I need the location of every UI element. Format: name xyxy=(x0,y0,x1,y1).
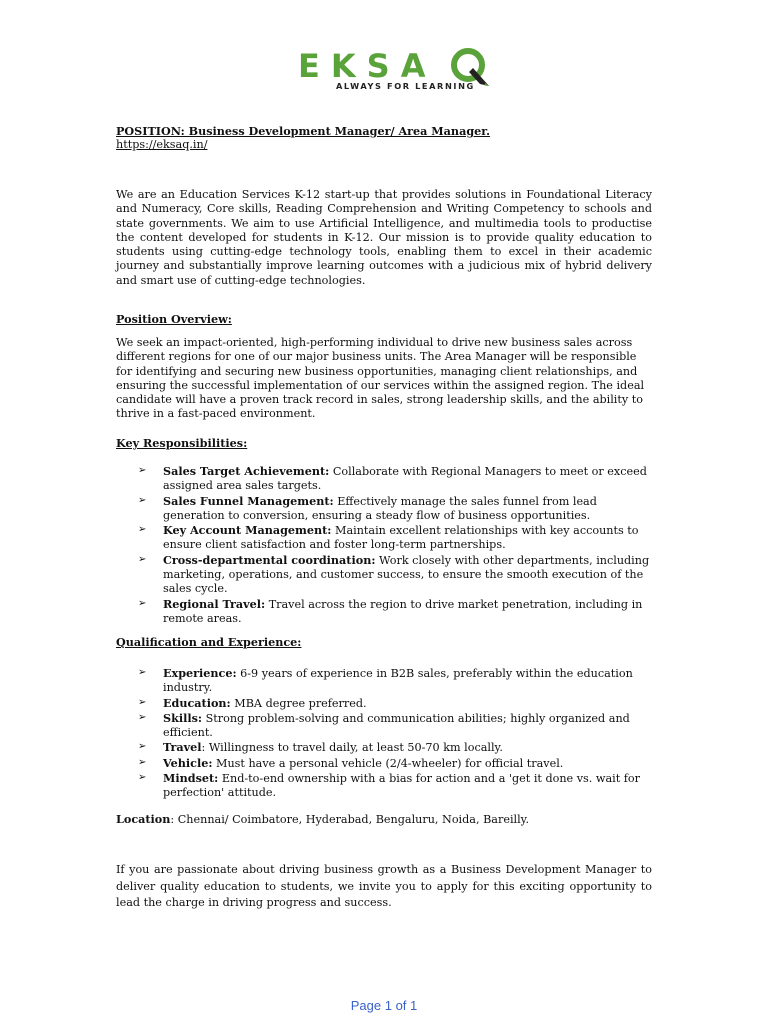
arrow-bullet-icon: ➢ xyxy=(138,465,147,476)
arrow-bullet-icon: ➢ xyxy=(138,667,147,678)
closing-paragraph: If you are passionate about driving business growth as a Business Development Manager to deliver quality education to students, we invite you to apply for this exciting opportunity to lead the charge in driving progress and success. xyxy=(116,863,652,909)
arrow-bullet-icon: ➢ xyxy=(138,597,147,609)
list-item: ➢ Education: MBA degree preferred. xyxy=(138,695,367,710)
position-header xyxy=(116,124,652,153)
list-item: ➢ Travel: Willingness to travel daily, at least 50-70 km locally. xyxy=(138,740,503,755)
arrow-bullet-icon: ➢ xyxy=(138,494,147,506)
location-line xyxy=(116,812,652,827)
arrow-bullet-icon: ➢ xyxy=(138,553,147,565)
position-title: POSITION: Business Development Manager/ Area Manager. xyxy=(116,124,491,138)
location-label: Location xyxy=(116,812,171,826)
list-item: ➢ Skills: Strong problem-solving and communication abilities; highly organized and efficient. xyxy=(138,710,630,740)
logo-tagline: ALWAYS FOR LEARNING xyxy=(336,81,475,91)
overview-paragraph: We seek an impact-oriented, high-performing individual to drive new business sales across different regions for one of our major business units. The Area Manager will be responsible for identifying and securing new business opportunities, managing client relationships, and ensuring the successful implementation of our services within the assigned region. The ideal candidate will have a proven track record in sales, strong leadership skills, and the ability to thrive in a fast-paced environment. xyxy=(116,336,645,421)
company-logo xyxy=(298,44,498,96)
list-item: ➢ Sales Funnel Management: Effectively manage the sales funnel from lead generation to conversion, ensuring a steady flow of business opportunities. xyxy=(138,493,597,522)
arrow-bullet-icon: ➢ xyxy=(138,524,147,536)
location-value: : Chennai/ Coimbatore, Hyderabad, Bengaluru, Noida, Bareilly. xyxy=(170,813,530,826)
list-item: ➢ Sales Target Achievement: Collaborate with Regional Managers to meet or exceed assigned area sales targets. xyxy=(138,464,647,493)
arrow-bullet-icon: ➢ xyxy=(138,696,147,708)
intro-paragraph: We are an Education Services K-12 start-up that provides solutions in Foundational Literacy and Numeracy, Core skills, Reading Comprehension and Writing Competency to schools and state governments. We aim to use Artificial Intelligence, and multimedia tools to productise the content developed for students in K-12. Our mission is to provide quality education to students using cutting-edge technology tools, enabling them to excel in their academic journey and substantially improve learning outcomes with a judicious mix of hybrid delivery and smart use of cutting-edge technologies. xyxy=(116,188,652,287)
arrow-bullet-icon: ➢ xyxy=(138,711,147,723)
overview-heading: Position Overview: xyxy=(116,312,232,326)
list-item: ➢ Vehicle: Must have a personal vehicle (2/4-wheeler) for official travel. xyxy=(138,755,564,770)
arrow-bullet-icon: ➢ xyxy=(138,741,147,753)
list-item: ➢ Key Account Management: Maintain excellent relationships with key accounts to ensure client satisfaction and foster long-term partnerships. xyxy=(138,523,639,552)
page-number: Page 1 of 1 xyxy=(350,998,418,1013)
company-url-link[interactable]: https://eksaq.in/ xyxy=(116,138,208,152)
responsibilities-list xyxy=(116,464,652,626)
qualification-list xyxy=(116,666,652,801)
arrow-bullet-icon: ➢ xyxy=(138,756,147,768)
list-item: ➢ Regional Travel: Travel across the region to drive market penetration, including in remote areas. xyxy=(138,596,643,625)
logo-wordmark: EKSA xyxy=(298,47,437,85)
qualification-heading: Qualification and Experience: xyxy=(116,635,302,649)
list-item: ➢ Experience: 6-9 years of experience in B2B sales, preferably within the education industry. xyxy=(138,666,633,695)
arrow-bullet-icon: ➢ xyxy=(138,772,147,784)
responsibilities-heading: Key Responsibilities: xyxy=(116,436,248,450)
list-item: ➢ Cross-departmental coordination: Work closely with other departments, including marketing, operations, and customer success, to ensure the smooth execution of the sales cycle. xyxy=(138,552,650,596)
list-item: ➢ Mindset: End-to-end ownership with a bias for action and a 'get it done vs. wait for perfection' attitude. xyxy=(138,771,641,800)
